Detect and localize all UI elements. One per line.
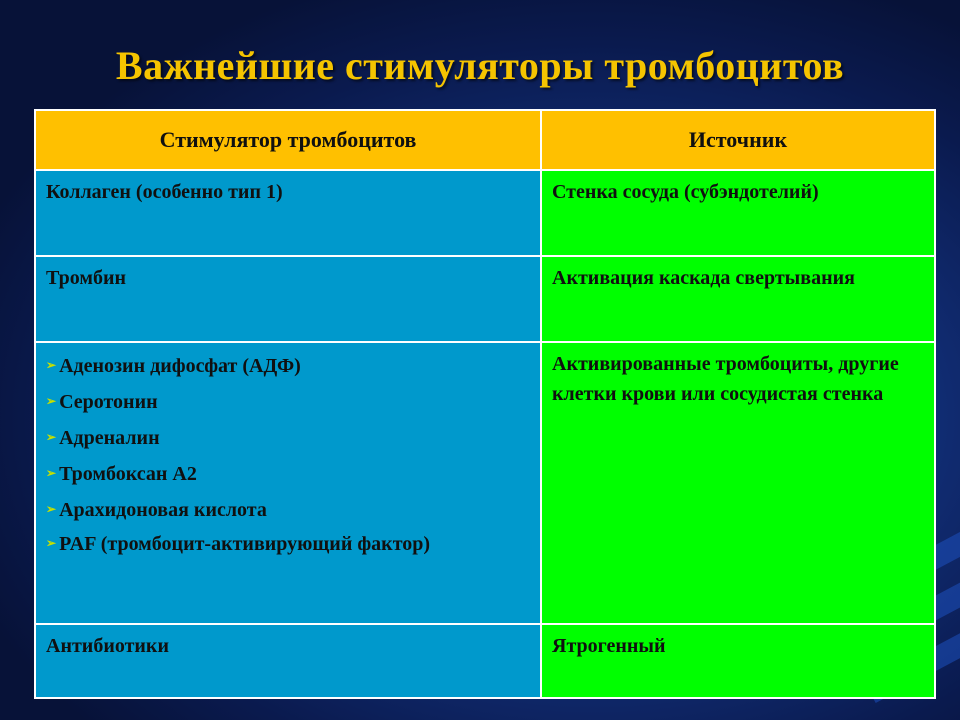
source-cell (541, 256, 935, 342)
list-item: ➢ PAF (тромбоцит-активирующий фактор) (46, 529, 530, 560)
stimulator-cell: Коллаген (особенно тип 1) (35, 170, 541, 256)
arrow-bullet-icon: ➢ (46, 429, 57, 444)
list-item: ➢ Аденозин дифосфат (АДФ) (46, 349, 530, 385)
header-source: Источник (541, 110, 935, 170)
arrow-bullet-icon: ➢ (46, 357, 57, 372)
list-item: ➢ Серотонин (46, 385, 530, 421)
list-item: ➢ Адреналин (46, 421, 530, 457)
slide-title: Важнейшие стимуляторы тромбоцитов (115, 43, 845, 88)
stimulators-table (34, 109, 936, 699)
source-cell: Стенка сосуда (субэндотелий) (541, 170, 935, 256)
stimulator-cell: Антибиотики (35, 624, 541, 698)
table-row (35, 256, 935, 342)
table-row (35, 170, 935, 256)
stimulator-list (46, 349, 530, 560)
list-item: ➢ Тромбоксан А2 (46, 457, 530, 493)
stimulator-cell (35, 342, 541, 624)
table-row (35, 342, 935, 624)
arrow-bullet-icon: ➢ (46, 501, 57, 516)
source-cell: Ятрогенный (541, 624, 935, 698)
list-item: ➢ Арахидоновая кислота (46, 493, 530, 529)
arrow-bullet-icon: ➢ (46, 465, 57, 480)
source-text: Активация каскада свертывания (552, 267, 855, 289)
table-row (35, 624, 935, 698)
header-stimulator: Стимулятор тромбоцитов (35, 110, 541, 170)
arrow-bullet-icon: ➢ (46, 393, 57, 408)
arrow-bullet-icon: ➢ (46, 535, 57, 550)
stimulator-cell: Тромбин (35, 256, 541, 342)
source-cell: Активированные тромбоциты, другие клетки крови или сосудистая стенка (541, 342, 935, 624)
table-header-row (35, 110, 935, 170)
